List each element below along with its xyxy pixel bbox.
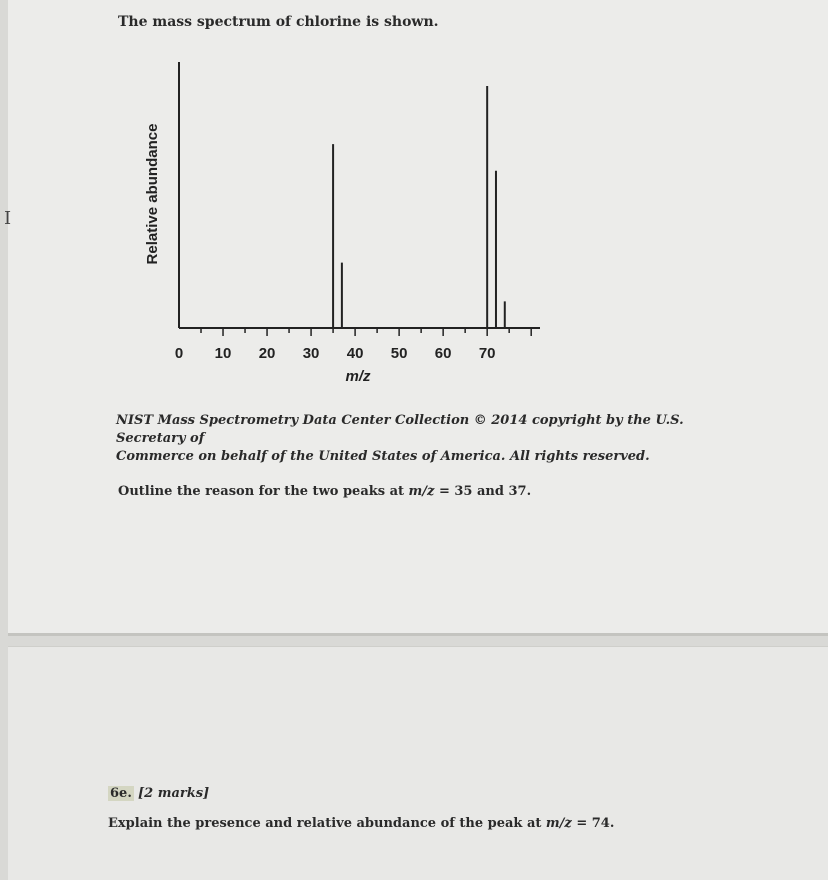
chart-axes	[179, 62, 540, 328]
question-6e-suffix: = 74.	[571, 816, 615, 831]
question-6e-prefix: Explain the presence and relative abundance of the peak at	[108, 816, 546, 831]
question-6d-prefix: Outline the reason for the two peaks at	[118, 484, 409, 499]
intro-text: The mass spectrum of chlorine is shown.	[118, 14, 439, 30]
x-tick-label: 70	[478, 345, 496, 362]
x-tick-label: 40	[346, 345, 364, 362]
question-6d-mz: m/z	[408, 484, 435, 499]
question-6e-text	[108, 816, 614, 831]
x-tick-label: 0	[174, 345, 184, 362]
x-tick-label: 50	[390, 345, 408, 362]
x-tick-label: 60	[434, 345, 452, 362]
x-tick-label: 10	[214, 345, 232, 362]
x-axis-label: m/z	[345, 368, 371, 385]
question-6d-text	[118, 484, 531, 499]
question-6d-suffix: = 35 and 37.	[434, 484, 532, 499]
credit-line-2: Commerce on behalf of the United States of America. All rights reserved.	[116, 449, 650, 464]
y-axis-label: Relative abundance	[144, 123, 161, 265]
credit-line-1: NIST Mass Spectrometry Data Center Collection © 2014 copyright by the U.S. Secretary of	[116, 413, 684, 446]
question-6e-mz: m/z	[545, 816, 572, 831]
x-tick-label: 30	[302, 345, 320, 362]
question-number: 6e.	[110, 786, 132, 801]
copyright-credit	[116, 412, 756, 466]
question-6e-header	[108, 786, 209, 801]
marks-label: [2 marks]	[137, 786, 210, 801]
text-cursor-icon: I	[4, 208, 12, 229]
chart-ticks	[175, 328, 531, 362]
chart-peaks	[333, 86, 505, 328]
x-tick-label: 20	[258, 345, 276, 362]
